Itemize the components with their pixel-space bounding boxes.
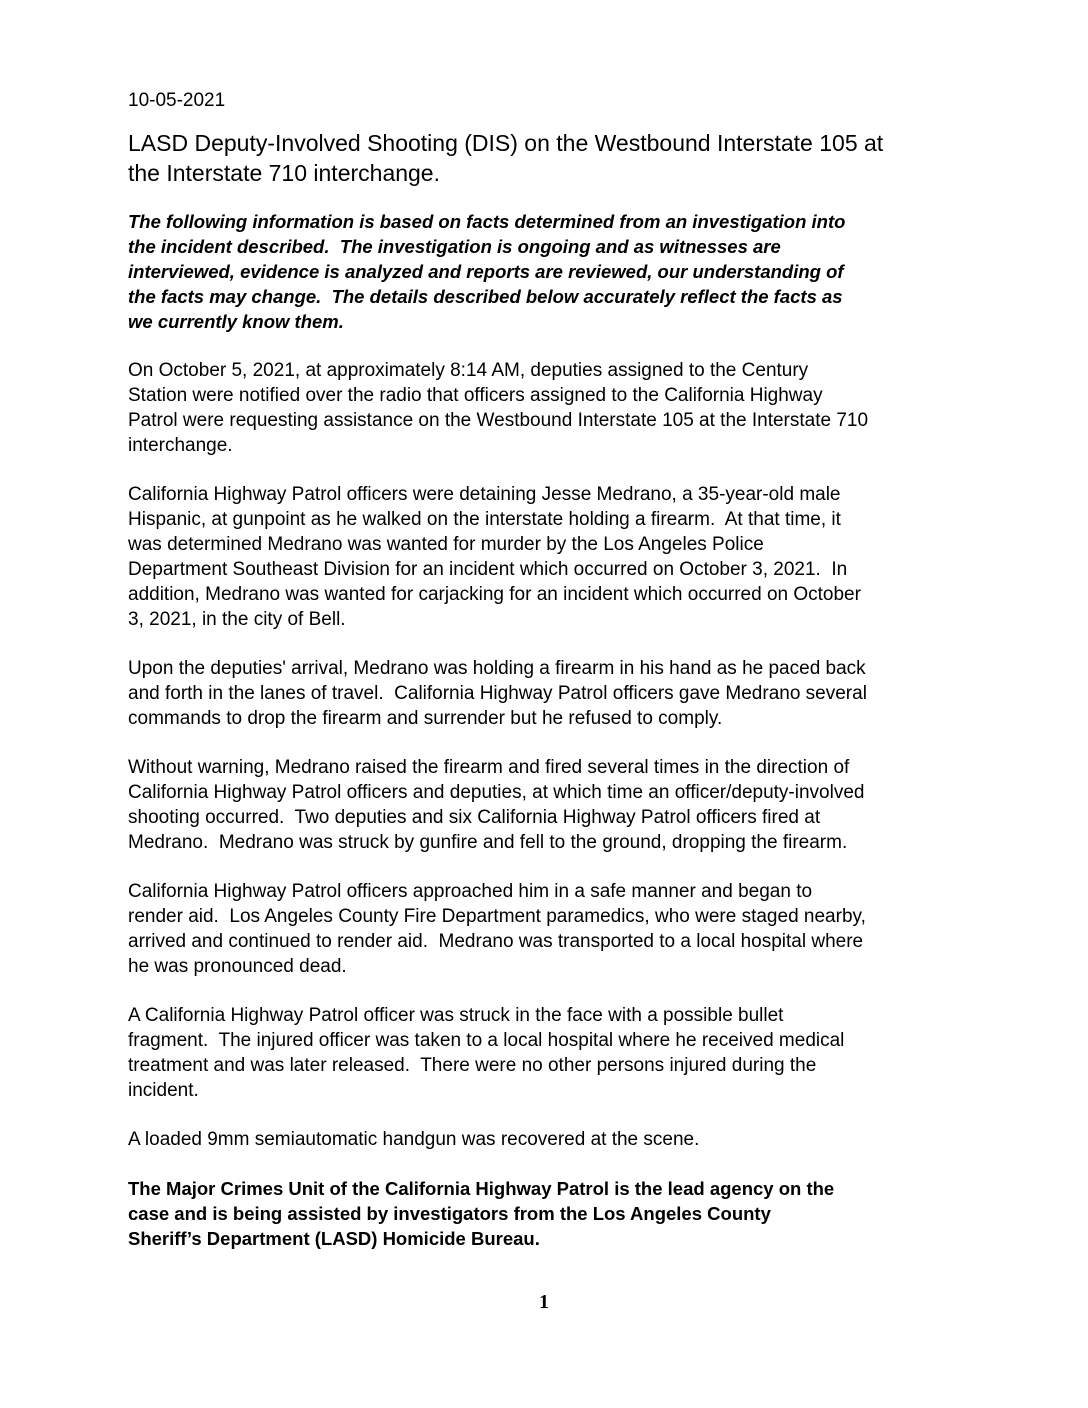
text-line: interchange. bbox=[128, 435, 233, 456]
text-line: The Major Crimes Unit of the California Highway Patrol is the lead agency on the bbox=[128, 1178, 835, 1199]
text-line: interviewed, evidence is analyzed and reports are reviewed, our understanding of bbox=[128, 261, 844, 282]
text-line: California Highway Patrol officers and deputies, at which time an officer/deputy-involved bbox=[128, 782, 865, 803]
text-line: case and is being assisted by investigators from the Los Angeles County bbox=[128, 1203, 771, 1224]
paragraph-deputies-arrival bbox=[128, 656, 988, 731]
paragraph-suspect-details bbox=[128, 482, 988, 632]
text-line: The following information is based on facts determined from an investigation into bbox=[128, 211, 846, 232]
paragraph-investigation-disclaimer bbox=[128, 209, 988, 334]
paragraph-shooting-description bbox=[128, 755, 988, 855]
text-line: commands to drop the firearm and surrender but he refused to comply. bbox=[128, 708, 723, 729]
text-line: Station were notified over the radio that officers assigned to the California Highway bbox=[128, 385, 823, 406]
document-title bbox=[128, 128, 988, 188]
document-date: 10-05-2021 bbox=[128, 90, 226, 111]
text-line: he was pronounced dead. bbox=[128, 956, 347, 977]
document-title-line: LASD Deputy-Involved Shooting (DIS) on the Westbound Interstate 105 at bbox=[128, 130, 884, 156]
page-number: 1 bbox=[539, 1291, 549, 1313]
text-line: California Highway Patrol officers were detaining Jesse Medrano, a 35-year-old male bbox=[128, 484, 841, 505]
text-line: A California Highway Patrol officer was struck in the face with a possible bullet bbox=[128, 1005, 784, 1026]
text-line: Upon the deputies' arrival, Medrano was holding a firearm in his hand as he paced back bbox=[128, 658, 866, 679]
paragraph-lead-agency bbox=[128, 1176, 988, 1251]
page-footer bbox=[0, 1290, 1088, 1314]
text-line: the facts may change. The details described below accurately reflect the facts as bbox=[128, 286, 843, 307]
text-line: the incident described. The investigation is ongoing and as witnesses are bbox=[128, 236, 781, 257]
paragraph-render-aid bbox=[128, 879, 988, 979]
paragraph-weapon-recovered bbox=[128, 1127, 988, 1152]
text-line: was determined Medrano was wanted for murder by the Los Angeles Police bbox=[128, 534, 764, 555]
text-line: California Highway Patrol officers approached him in a safe manner and began to bbox=[128, 881, 813, 902]
text-line: Sheriff’s Department (LASD) Homicide Bureau. bbox=[128, 1228, 540, 1249]
text-line: incident. bbox=[128, 1080, 199, 1101]
text-line: 3, 2021, in the city of Bell. bbox=[128, 609, 346, 630]
text-line: A loaded 9mm semiautomatic handgun was recovered at the scene. bbox=[128, 1129, 700, 1150]
text-line: arrived and continued to render aid. Medrano was transported to a local hospital where bbox=[128, 931, 864, 952]
text-line: Patrol were requesting assistance on the Westbound Interstate 105 at the Interstate 710 bbox=[128, 410, 869, 431]
paragraph-officer-injury bbox=[128, 1003, 988, 1103]
text-line: Department Southeast Division for an incident which occurred on October 3, 2021. In bbox=[128, 559, 848, 580]
text-line: render aid. Los Angeles County Fire Department paramedics, who were staged nearby, bbox=[128, 906, 866, 927]
text-line: and forth in the lanes of travel. California Highway Patrol officers gave Medrano several bbox=[128, 683, 867, 704]
text-line: fragment. The injured officer was taken to a local hospital where he received medical bbox=[128, 1030, 845, 1051]
text-line: Medrano. Medrano was struck by gunfire and fell to the ground, dropping the firearm. bbox=[128, 832, 848, 853]
document-title-line: the Interstate 710 interchange. bbox=[128, 160, 440, 186]
text-line: Without warning, Medrano raised the firearm and fired several times in the direction of bbox=[128, 757, 850, 778]
text-line: Hispanic, at gunpoint as he walked on the interstate holding a firearm. At that time, it bbox=[128, 509, 841, 530]
text-line: On October 5, 2021, at approximately 8:14 AM, deputies assigned to the Century bbox=[128, 360, 809, 381]
text-line: addition, Medrano was wanted for carjacking for an incident which occurred on October bbox=[128, 584, 861, 605]
document-body bbox=[128, 209, 988, 1251]
text-line: treatment and was later released. There were no other persons injured during the bbox=[128, 1055, 817, 1076]
text-line: we currently know them. bbox=[128, 311, 344, 332]
paragraph-incident-notification bbox=[128, 358, 988, 458]
text-line: shooting occurred. Two deputies and six California Highway Patrol officers fired at bbox=[128, 807, 821, 828]
